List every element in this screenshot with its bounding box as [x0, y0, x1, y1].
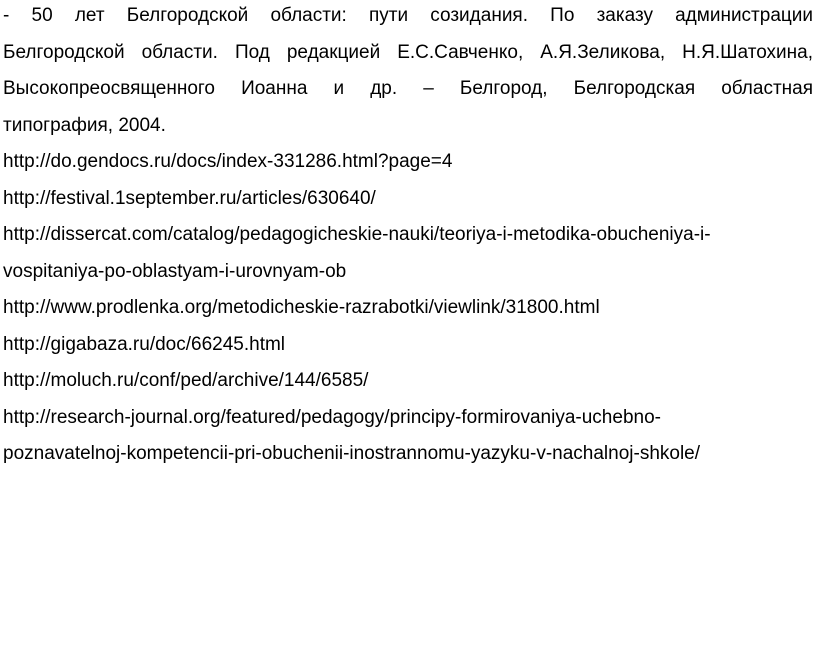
reference-line: Высокопреосвященного Иоанна и др. – Белгород, Белгородская областная: [3, 78, 813, 99]
link-list: [3, 144, 813, 473]
reference-line: типография, 2004.: [3, 114, 166, 136]
link-research-journal-continued[interactable]: poznavatelnoj-kompetencii-pri-obuchenii-inostrannomu-yazyku-v-nachalnoj-shkole/: [3, 443, 701, 464]
link-gendocs[interactable]: http://do.gendocs.ru/docs/index-331286.html?page=4: [3, 151, 453, 172]
reference-entry: [3, 0, 813, 144]
reference-line: - 50 лет Белгородской области: пути созидания. По заказу администрации: [3, 5, 813, 26]
link-festival-1september[interactable]: http://festival.1september.ru/articles/630640/: [3, 187, 376, 209]
link-moluch[interactable]: http://moluch.ru/conf/ped/archive/144/6585/: [3, 370, 369, 391]
link-prodlenka[interactable]: http://www.prodlenka.org/metodicheskie-razrabotki/viewlink/31800.html: [3, 297, 600, 318]
reference-line: Белгородской области. Под редакцией Е.С.Савченко, А.Я.Зеликова, Н.Я.Шатохина,: [3, 41, 813, 63]
link-dissercat[interactable]: http://dissercat.com/catalog/pedagogicheskie-nauki/teoriya-i-metodika-obucheniya-i-: [3, 224, 711, 245]
link-gigabaza[interactable]: http://gigabaza.ru/doc/66245.html: [3, 333, 286, 355]
link-dissercat-continued[interactable]: vospitaniya-po-oblastyam-i-urovnyam-ob: [3, 260, 347, 282]
link-research-journal[interactable]: http://research-journal.org/featured/pedagogy/principy-formirovaniya-uchebno-: [3, 406, 661, 428]
